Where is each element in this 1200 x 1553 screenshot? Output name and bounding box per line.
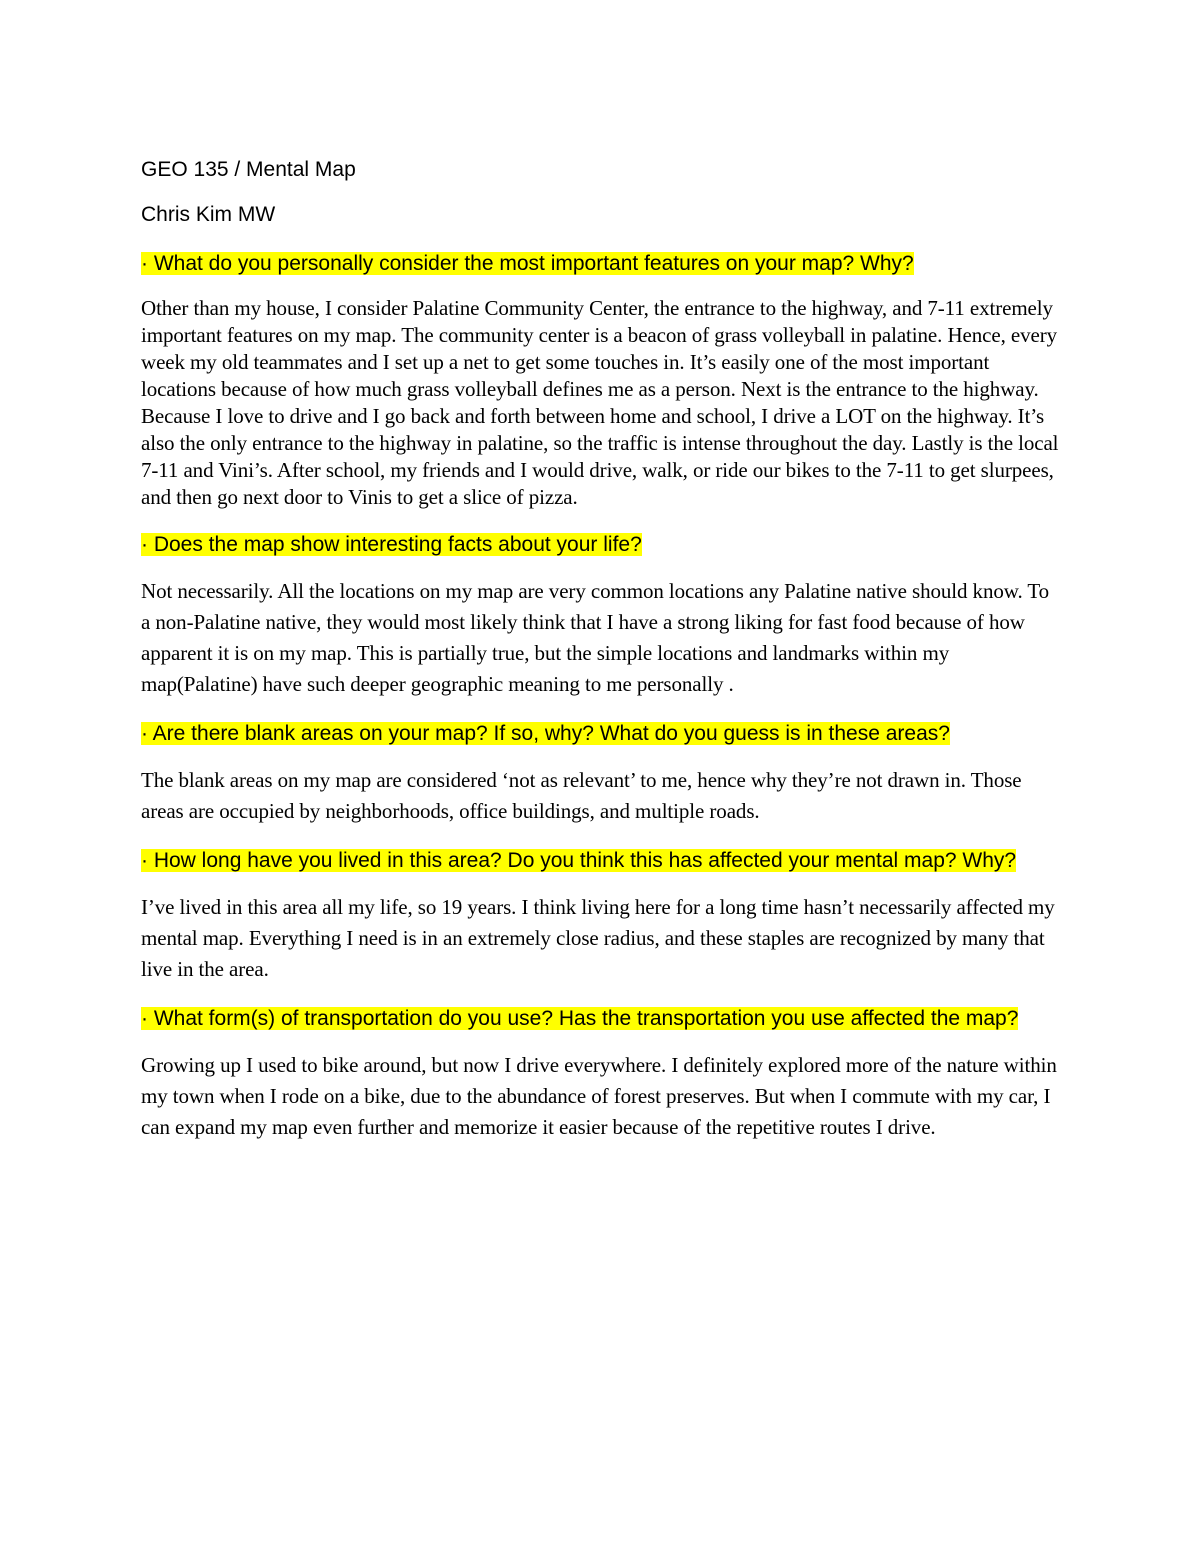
question-5 [141,1003,1061,1034]
document-title: GEO 135 / Mental Map [141,158,356,181]
answer-2: Not necessarily. All the locations on my map are very common locations any Palatine native should know. To a non-Palatine native, they would most likely think that I have a strong liking for fast food because of how apparent it is on my map. This is partially true, but the simple locations and landmarks within my map(Palatine) have such deeper geographic meaning to me personally . [141,579,1050,696]
question-5-text: · What form(s) of transportation do you use? Has the transportation you use affected the map? [141,1007,1019,1030]
document-page [141,154,1061,1161]
question-4-text: · How long have you lived in this area? Do you think this has affected your mental map? Why? [141,849,1017,872]
answer-5: Growing up I used to bike around, but now I drive everywhere. I definitely explored more of the nature within my town when I rode on a bike, due to the abundance of forest preserves. But when I commute with my car, I can expand my map even further and memorize it easier because of the repetitive routes I drive. [141,1053,1057,1139]
document-author: Chris Kim MW [141,203,276,226]
answer-1: Other than my house, I consider Palatine Community Center, the entrance to the highway, and 7-11 extremely important features on my map. The community center is a beacon of grass volleyball in palatine. Hence, every week my old teammates and I set up a net to get some touches in. It’s easily one of the most important locations because of how much grass volleyball defines me as a person. Next is the entrance to the highway. Because I love to drive and I go back and forth between home and school, I drive a LOT on the highway. It’s also the only entrance to the highway in palatine, so the traffic is intense throughout the day. Lastly is the local 7-11 and Vini’s. After school, my friends and I would drive, walk, or ride our bikes to the 7-11 to get slurpees, and then go next door to Vinis to get a slice of pizza. [141,296,1059,509]
question-2-text: · Does the map show interesting facts about your life? [141,533,642,556]
question-4 [141,845,1061,876]
question-1 [141,248,1061,279]
question-1-text: · What do you personally consider the most important features on your map? Why? [141,252,914,275]
question-3 [141,718,1061,749]
answer-3: The blank areas on my map are considered ‘not as relevant’ to me, hence why they’re not drawn in. Those areas are occupied by neighborhoods, office buildings, and multiple roads. [141,768,1022,823]
answer-4: I’ve lived in this area all my life, so 19 years. I think living here for a long time hasn’t necessarily affected my mental map. Everything I need is in an extremely close radius, and these staples are recognized by many that live in the area. [141,895,1055,981]
question-3-text: · Are there blank areas on your map? If so, why? What do you guess is in these areas? [141,722,950,745]
question-2 [141,529,1061,560]
